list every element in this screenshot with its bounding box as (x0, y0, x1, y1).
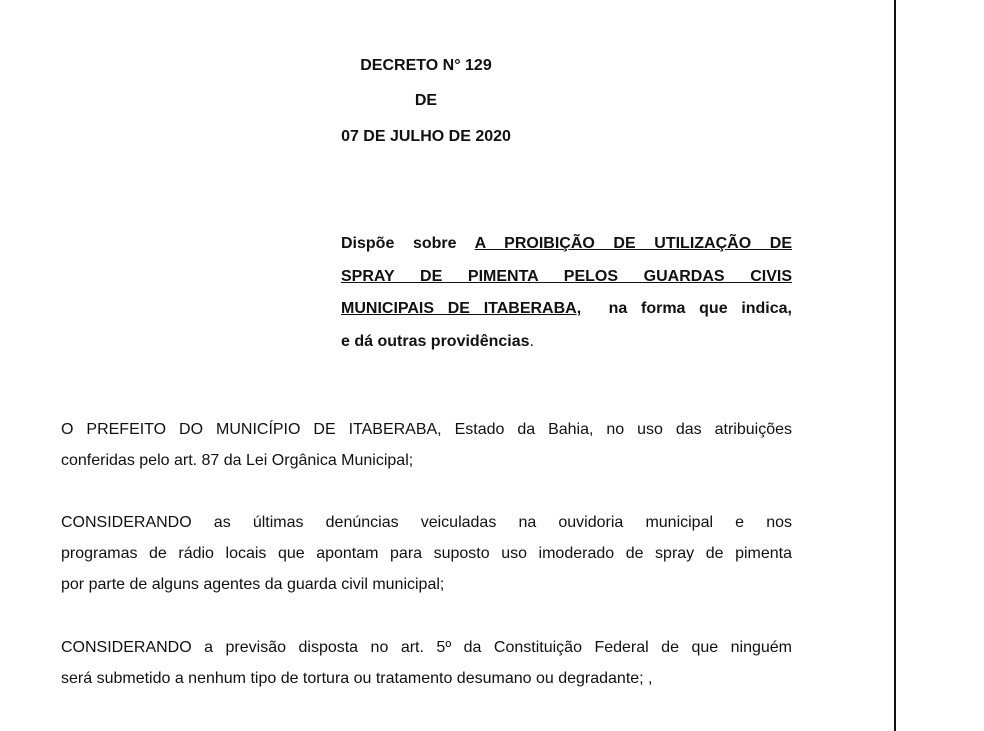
summary-closing: e dá outras providências (341, 332, 530, 350)
summary-subject-1: A PROIBIÇÃO DE UTILIZAÇÃO DE (474, 235, 792, 252)
paragraph-considerando-1 (61, 507, 792, 600)
paragraph-line: será submetido a nenhum tipo de tortura ou tratamento desumano ou degradante; , (61, 670, 653, 687)
summary-line-4 (341, 326, 792, 359)
summary-line-1 (341, 228, 792, 261)
summary-line-3 (341, 293, 792, 326)
decree-de: DE (414, 92, 438, 109)
summary-suffix: na forma que indica, (608, 300, 792, 317)
paragraph-line: O PREFEITO DO MUNICÍPIO DE ITABERABA, Estado da Bahia, no uso das atribuições (61, 421, 792, 438)
paragraph-preamble (61, 414, 792, 476)
decree-number: DECRETO N° 129 (360, 57, 492, 74)
paragraph-line: por parte de alguns agentes da guarda civil municipal; (61, 576, 445, 593)
paragraph-line: CONSIDERANDO as últimas denúncias veiculadas na ouvidoria municipal e nos (61, 514, 792, 531)
paragraph-considerando-2 (61, 632, 792, 694)
summary-subject-3: MUNICIPAIS DE ITABERABA, (341, 300, 582, 317)
summary-subject-2: SPRAY DE PIMENTA PELOS GUARDAS CIVIS (341, 267, 792, 285)
paragraph-line: CONSIDERANDO a previsão disposta no art. 5º da Constituição Federal de que ninguém (61, 639, 792, 656)
summary-period: . (529, 332, 534, 350)
paragraph-line: programas de rádio locais que apontam para suposto uso imoderado de spray de pimenta (61, 545, 792, 562)
summary-prefix: Dispõe sobre (341, 235, 457, 252)
decree-summary (341, 228, 792, 358)
paragraph-line: conferidas pelo art. 87 da Lei Orgânica Municipal; (61, 452, 414, 469)
decree-date: 07 DE JULHO DE 2020 (341, 128, 511, 145)
page-right-border (894, 0, 896, 731)
